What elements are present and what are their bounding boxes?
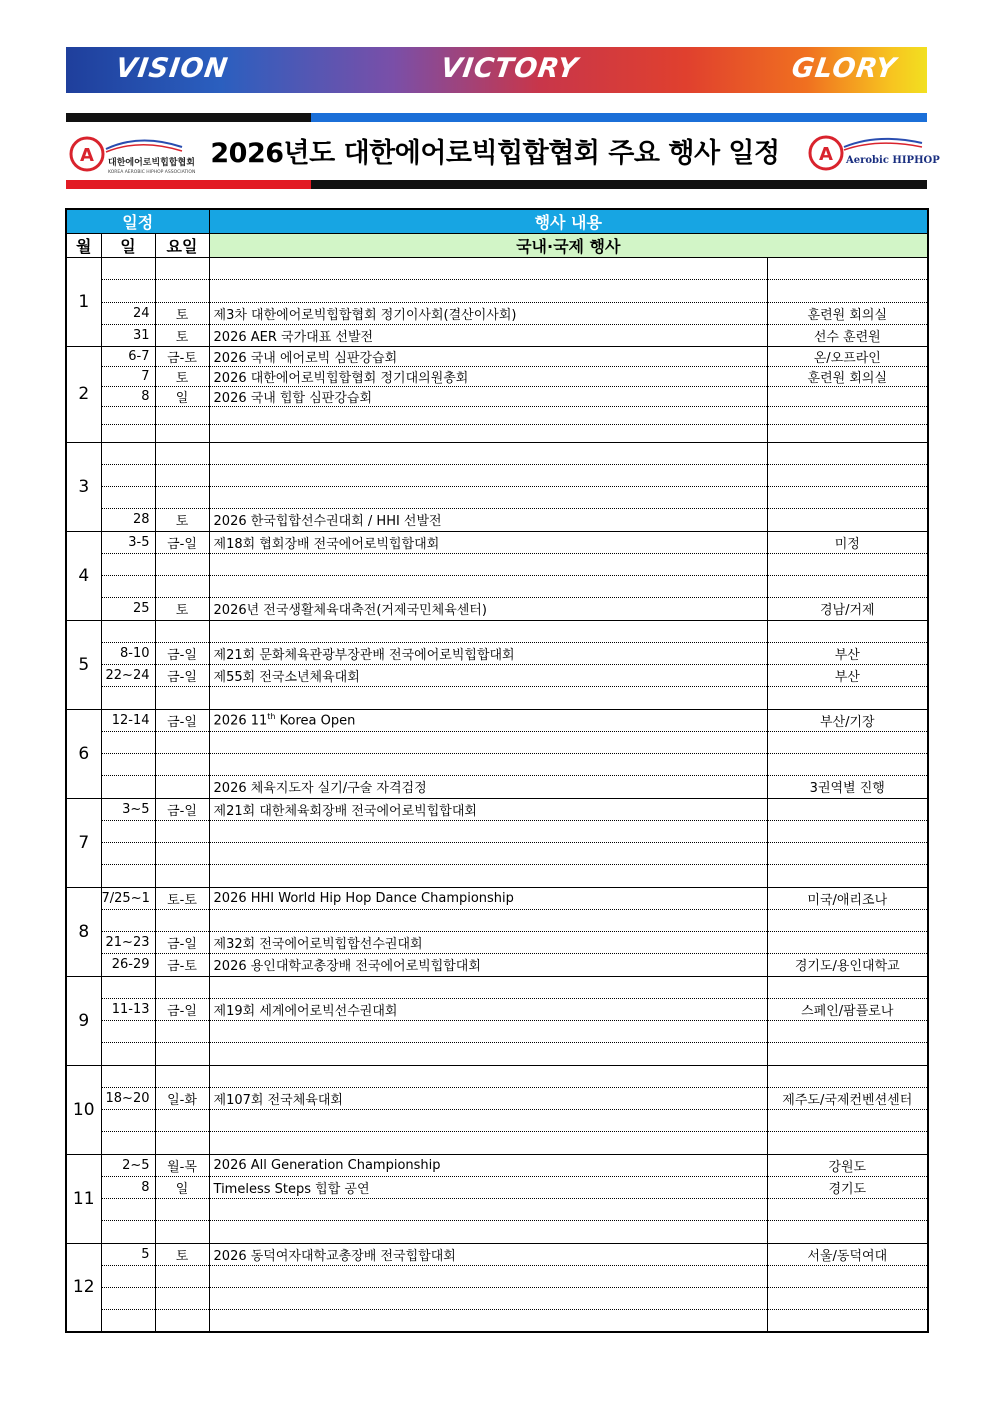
day-cell (101, 407, 155, 425)
location-cell (767, 1221, 928, 1243)
month-cell: 3 (66, 442, 101, 531)
header-content: 행사 내용 (209, 209, 928, 234)
day-cell (101, 424, 155, 442)
table-row (66, 1221, 928, 1243)
weekday-cell: 토 (155, 598, 209, 620)
location-cell (767, 280, 928, 302)
banner-word-glory: GLORY (789, 53, 899, 84)
location-cell (767, 464, 928, 486)
day-cell (101, 1265, 155, 1287)
schedule-table (65, 208, 929, 1333)
weekday-cell: 일 (155, 1176, 209, 1198)
event-cell: 2026년 전국생활체육대축전(거제국민체육센터) (209, 598, 767, 620)
weekday-cell (155, 1132, 209, 1154)
ordinal-suffix: th (267, 712, 276, 722)
event-cell (209, 424, 767, 442)
month-cell: 4 (66, 531, 101, 620)
month-cell: 11 (66, 1154, 101, 1243)
event-cell: 2026 All Generation Championship (209, 1154, 767, 1176)
table-row (66, 1132, 928, 1154)
table-row (66, 642, 928, 664)
location-cell (767, 976, 928, 998)
table-row (66, 258, 928, 280)
day-cell: 3-5 (101, 531, 155, 553)
location-cell (767, 798, 928, 820)
weekday-cell (155, 258, 209, 280)
location-cell (767, 387, 928, 407)
weekday-cell (155, 865, 209, 887)
weekday-cell: 금-일 (155, 709, 209, 731)
weekday-cell (155, 731, 209, 753)
table-row (66, 1288, 928, 1310)
weekday-cell (155, 1021, 209, 1043)
table-row (66, 1087, 928, 1109)
day-cell: 8 (101, 1176, 155, 1198)
day-cell (101, 976, 155, 998)
weekday-cell (155, 1265, 209, 1287)
header-schedule: 일정 (66, 209, 209, 234)
day-cell (101, 1110, 155, 1132)
table-row (66, 1243, 928, 1265)
title-top-bar-blue (311, 113, 927, 122)
event-cell: 제55회 전국소년체육대회 (209, 665, 767, 687)
location-cell (767, 1021, 928, 1043)
day-cell (101, 442, 155, 464)
event-cell (209, 576, 767, 598)
day-cell (101, 776, 155, 798)
event-cell (209, 1221, 767, 1243)
location-cell (767, 909, 928, 931)
event-cell (209, 1021, 767, 1043)
event-cell: 제107회 전국체육대회 (209, 1087, 767, 1109)
table-row (66, 843, 928, 865)
location-cell (767, 1132, 928, 1154)
table-row (66, 932, 928, 954)
event-cell (209, 1065, 767, 1087)
day-cell: 25 (101, 598, 155, 620)
event-cell (209, 1265, 767, 1287)
event-cell (209, 1110, 767, 1132)
event-cell (209, 754, 767, 776)
header-month: 월 (66, 234, 101, 258)
weekday-cell: 금-일 (155, 998, 209, 1020)
weekday-cell (155, 464, 209, 486)
svg-text:A: A (819, 144, 833, 165)
event-cell (209, 407, 767, 425)
table-row (66, 487, 928, 509)
weekday-cell (155, 754, 209, 776)
day-cell (101, 820, 155, 842)
day-cell (101, 258, 155, 280)
day-cell (101, 909, 155, 931)
weekday-cell (155, 442, 209, 464)
weekday-cell (155, 1310, 209, 1332)
table-row (66, 665, 928, 687)
location-cell (767, 576, 928, 598)
table-row (66, 754, 928, 776)
day-cell (101, 1199, 155, 1221)
event-cell (209, 442, 767, 464)
weekday-cell (155, 1221, 209, 1243)
svg-text:A: A (80, 145, 94, 166)
day-cell: 24 (101, 302, 155, 324)
header-events: 국내·국제 행사 (209, 234, 928, 258)
logo-left-subtext: KOREA AEROBIC HIPHOP ASSOCIATION (108, 170, 196, 175)
table-row (66, 347, 928, 367)
event-cell (209, 1310, 767, 1332)
table-row (66, 1021, 928, 1043)
header-row-2 (66, 234, 928, 258)
day-cell: 18~20 (101, 1087, 155, 1109)
day-cell (101, 687, 155, 709)
location-cell: 경기도/용인대학교 (767, 954, 928, 976)
day-cell: 11-13 (101, 998, 155, 1020)
weekday-cell (155, 1288, 209, 1310)
weekday-cell: 금-토 (155, 347, 209, 367)
weekday-cell (155, 424, 209, 442)
day-cell: 2~5 (101, 1154, 155, 1176)
weekday-cell: 일 (155, 387, 209, 407)
day-cell: 22~24 (101, 665, 155, 687)
event-cell: Timeless Steps 힙합 공연 (209, 1176, 767, 1198)
event-cell (209, 258, 767, 280)
table-row (66, 731, 928, 753)
weekday-cell: 토 (155, 302, 209, 324)
location-cell (767, 1288, 928, 1310)
event-cell (209, 865, 767, 887)
table-row (66, 442, 928, 464)
event-cell (209, 280, 767, 302)
location-cell (767, 509, 928, 531)
weekday-cell (155, 820, 209, 842)
table-row (66, 798, 928, 820)
weekday-cell (155, 976, 209, 998)
table-row (66, 998, 928, 1020)
event-cell (209, 1132, 767, 1154)
weekday-cell: 금-일 (155, 531, 209, 553)
table-row (66, 324, 928, 346)
location-cell: 3권역별 진행 (767, 776, 928, 798)
table-row (66, 1154, 928, 1176)
table-row (66, 424, 928, 442)
event-cell (209, 553, 767, 575)
event-cell (209, 909, 767, 931)
table-row (66, 464, 928, 486)
weekday-cell: 일-화 (155, 1087, 209, 1109)
day-cell: 3~5 (101, 798, 155, 820)
location-cell: 부산/기장 (767, 709, 928, 731)
event-cell (209, 843, 767, 865)
table-row (66, 1310, 928, 1332)
event-cell (209, 731, 767, 753)
table-row (66, 1110, 928, 1132)
weekday-cell (155, 280, 209, 302)
location-cell (767, 820, 928, 842)
title-bottom-bar-dark (311, 180, 927, 189)
event-cell (209, 464, 767, 486)
day-cell: 8 (101, 387, 155, 407)
weekday-cell: 금-일 (155, 932, 209, 954)
weekday-cell (155, 1199, 209, 1221)
event-cell: 2026 용인대학교총장배 전국에어로빅힙합대회 (209, 954, 767, 976)
weekday-cell: 토 (155, 367, 209, 387)
event-cell: 2026 11th Korea Open (209, 709, 767, 731)
table-row (66, 820, 928, 842)
table-row (66, 887, 928, 909)
table-row (66, 407, 928, 425)
day-cell (101, 1221, 155, 1243)
event-cell (209, 687, 767, 709)
event-cell (209, 1199, 767, 1221)
table-row (66, 1199, 928, 1221)
location-cell: 경남/거제 (767, 598, 928, 620)
event-cell: 2026 동덕여자대학교총장배 전국힙합대회 (209, 1243, 767, 1265)
location-cell: 온/오프라인 (767, 347, 928, 367)
location-cell: 미국/애리조나 (767, 887, 928, 909)
day-cell: 7 (101, 367, 155, 387)
event-cell (209, 976, 767, 998)
day-cell: 12-14 (101, 709, 155, 731)
event-cell: 제21회 문화체육관광부장관배 전국에어로빅힙합대회 (209, 642, 767, 664)
day-cell: 7/25~1 (101, 887, 155, 909)
event-cell: 2026 국내 에어로빅 심판강습회 (209, 347, 767, 367)
location-cell (767, 553, 928, 575)
month-cell: 6 (66, 709, 101, 798)
weekday-cell (155, 407, 209, 425)
day-cell (101, 464, 155, 486)
location-cell: 훈련원 회의실 (767, 367, 928, 387)
title-bottom-bar-red (66, 180, 311, 189)
location-cell (767, 1065, 928, 1087)
day-cell (101, 620, 155, 642)
location-cell: 강원도 (767, 1154, 928, 1176)
table-row (66, 509, 928, 531)
table-row (66, 1065, 928, 1087)
table-row (66, 620, 928, 642)
location-cell (767, 407, 928, 425)
location-cell (767, 865, 928, 887)
weekday-cell (155, 687, 209, 709)
header-day: 일 (101, 234, 155, 258)
location-cell (767, 424, 928, 442)
table-row (66, 302, 928, 324)
weekday-cell (155, 620, 209, 642)
event-cell: 제19회 세계에어로빅선수권대회 (209, 998, 767, 1020)
event-cell (209, 620, 767, 642)
page-title: 2026년도 대한에어로빅힙합협회 주요 행사 일정 (210, 138, 780, 169)
location-cell (767, 1310, 928, 1332)
day-cell (101, 1310, 155, 1332)
table-row (66, 598, 928, 620)
banner-word-vision: VISION (113, 53, 231, 84)
table-row (66, 976, 928, 998)
day-cell (101, 487, 155, 509)
month-cell: 10 (66, 1065, 101, 1154)
month-cell: 1 (66, 258, 101, 347)
day-cell: 8-10 (101, 642, 155, 664)
day-cell (101, 553, 155, 575)
location-cell: 미정 (767, 531, 928, 553)
location-cell (767, 1199, 928, 1221)
weekday-cell: 토 (155, 509, 209, 531)
weekday-cell: 월-목 (155, 1154, 209, 1176)
table-row (66, 531, 928, 553)
schedule-body (66, 258, 928, 1333)
weekday-cell: 토 (155, 1243, 209, 1265)
month-cell: 7 (66, 798, 101, 887)
event-cell: 2026 체육지도자 실기/구술 자격검정 (209, 776, 767, 798)
location-cell (767, 843, 928, 865)
weekday-cell: 금-일 (155, 798, 209, 820)
weekday-cell (155, 1065, 209, 1087)
day-cell (101, 1043, 155, 1065)
weekday-cell (155, 553, 209, 575)
event-cell: 제18회 협회장배 전국에어로빅힙합대회 (209, 531, 767, 553)
location-cell (767, 258, 928, 280)
event-cell (209, 1043, 767, 1065)
location-cell (767, 687, 928, 709)
day-cell (101, 865, 155, 887)
table-row (66, 954, 928, 976)
weekday-cell (155, 909, 209, 931)
event-cell: 2026 한국힙합선수권대회 / HHI 선발전 (209, 509, 767, 531)
header-row-1 (66, 209, 928, 234)
association-logo-right (808, 133, 940, 173)
location-cell: 스페인/팜플로나 (767, 998, 928, 1020)
header-banner (66, 47, 927, 93)
weekday-cell (155, 1043, 209, 1065)
location-cell (767, 1043, 928, 1065)
event-cell: 제21회 대한체육회장배 전국에어로빅힙합대회 (209, 798, 767, 820)
weekday-cell: 토 (155, 324, 209, 346)
table-row (66, 1265, 928, 1287)
location-cell: 선수 훈련원 (767, 324, 928, 346)
day-cell (101, 1065, 155, 1087)
table-row (66, 865, 928, 887)
event-cell: 2026 HHI World Hip Hop Dance Championship (209, 887, 767, 909)
month-cell: 2 (66, 347, 101, 443)
day-cell: 31 (101, 324, 155, 346)
weekday-cell: 금-토 (155, 954, 209, 976)
day-cell: 21~23 (101, 932, 155, 954)
day-cell (101, 1021, 155, 1043)
location-cell (767, 620, 928, 642)
location-cell (767, 487, 928, 509)
location-cell (767, 932, 928, 954)
event-cell (209, 487, 767, 509)
day-cell (101, 280, 155, 302)
table-row (66, 553, 928, 575)
logo-right-text: Aerobic HIPHOP (846, 155, 940, 166)
table-row (66, 280, 928, 302)
month-cell: 5 (66, 620, 101, 709)
title-top-bar-dark (66, 113, 311, 122)
day-cell (101, 731, 155, 753)
location-cell: 제주도/국제컨벤션센터 (767, 1087, 928, 1109)
table-row (66, 367, 928, 387)
day-cell: 6-7 (101, 347, 155, 367)
table-row (66, 709, 928, 731)
weekday-cell (155, 1110, 209, 1132)
weekday-cell (155, 843, 209, 865)
table-row (66, 909, 928, 931)
weekday-cell (155, 487, 209, 509)
month-cell: 8 (66, 887, 101, 976)
location-cell (767, 754, 928, 776)
weekday-cell: 금-일 (155, 665, 209, 687)
table-row (66, 387, 928, 407)
month-cell: 12 (66, 1243, 101, 1332)
banner-word-victory: VICTORY (438, 53, 581, 84)
location-cell (767, 731, 928, 753)
weekday-cell: 토-토 (155, 887, 209, 909)
month-cell: 9 (66, 976, 101, 1065)
weekday-cell: 금-일 (155, 642, 209, 664)
event-cell: 2026 대한에어로빅힙합협회 정기대의원총회 (209, 367, 767, 387)
table-row (66, 1043, 928, 1065)
weekday-cell (155, 776, 209, 798)
event-cell (209, 820, 767, 842)
day-cell (101, 843, 155, 865)
day-cell (101, 754, 155, 776)
table-row (66, 776, 928, 798)
event-cell: 제32회 전국에어로빅힙합선수권대회 (209, 932, 767, 954)
association-logo-left (70, 133, 196, 175)
event-cell (209, 1288, 767, 1310)
location-cell: 경기도 (767, 1176, 928, 1198)
event-cell: 2026 국내 힙합 심판강습회 (209, 387, 767, 407)
event-cell: 2026 AER 국가대표 선발전 (209, 324, 767, 346)
table-row (66, 576, 928, 598)
header-weekday: 요일 (155, 234, 209, 258)
location-cell (767, 1265, 928, 1287)
location-cell: 훈련원 회의실 (767, 302, 928, 324)
table-row (66, 1176, 928, 1198)
event-cell: 제3차 대한에어로빅힙합협회 정기이사회(결산이사회) (209, 302, 767, 324)
location-cell (767, 442, 928, 464)
location-cell: 서울/동덕여대 (767, 1243, 928, 1265)
day-cell (101, 1132, 155, 1154)
day-cell (101, 576, 155, 598)
logo-left-text: 대한에어로빅힙합협회 (108, 158, 195, 168)
location-cell: 부산 (767, 642, 928, 664)
location-cell: 부산 (767, 665, 928, 687)
day-cell: 26-29 (101, 954, 155, 976)
weekday-cell (155, 576, 209, 598)
table-row (66, 687, 928, 709)
location-cell (767, 1110, 928, 1132)
day-cell (101, 1288, 155, 1310)
day-cell: 5 (101, 1243, 155, 1265)
day-cell: 28 (101, 509, 155, 531)
